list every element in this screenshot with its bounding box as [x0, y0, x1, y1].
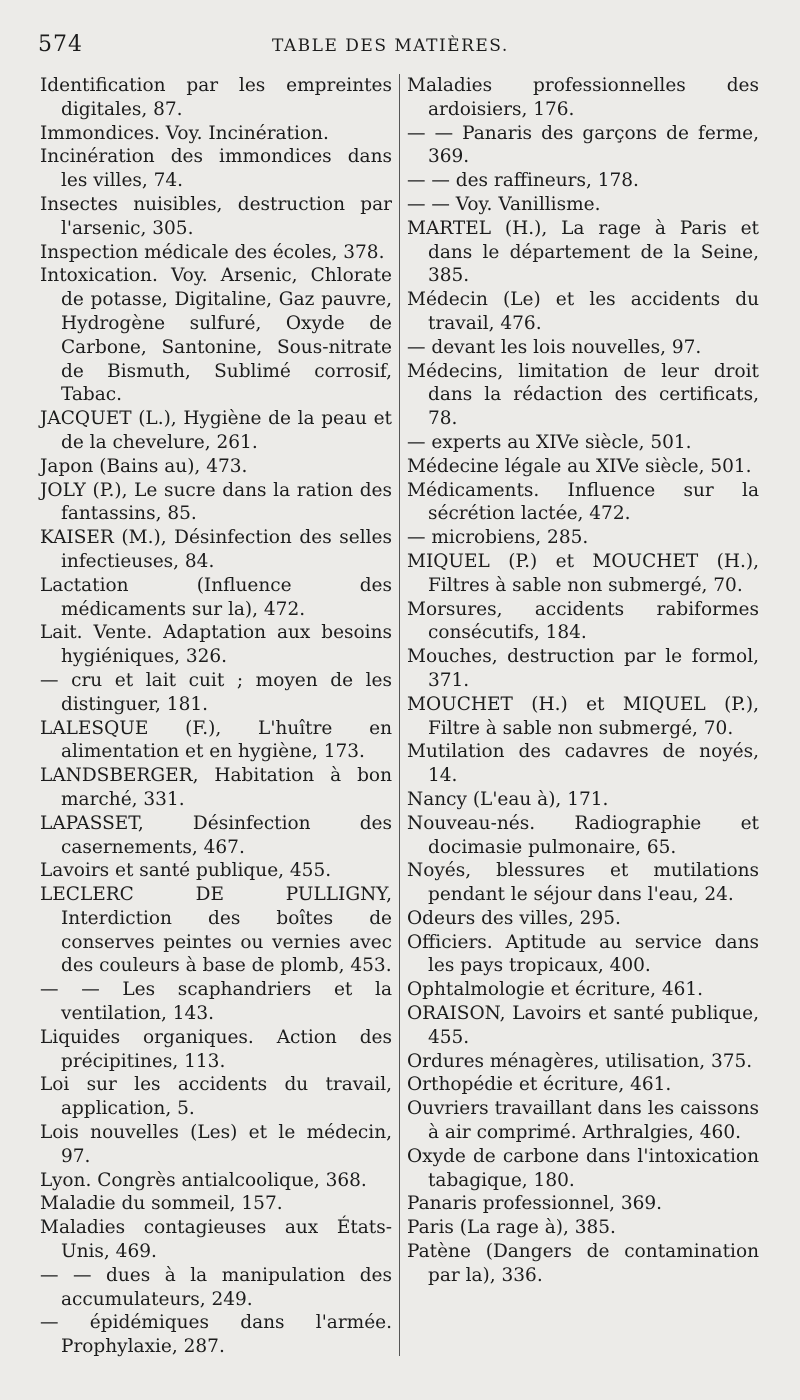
index-entry: Noyés, blessures et mutilations pendant le séjour dans l'eau, 24. [407, 860, 759, 906]
index-entry: ORAISON, Lavoirs et santé publique, 455. [407, 1003, 759, 1048]
index-entry: JACQUET (L.), Hygiène de la peau et de la chevelure, 261. [40, 408, 392, 453]
page-number: 574 [38, 32, 83, 57]
index-entry: LECLERC DE PULLIGNY, Interdiction des boîtes de conserves peintes ou vernies avec des couleurs à base de plomb, 453. [40, 884, 392, 977]
index-entry: Nouveau-nés. Radiographie et docimasie pulmonaire, 65. [407, 812, 759, 858]
running-title: TABLE DES MATIÈRES. [272, 36, 509, 56]
index-column-right [407, 74, 759, 1288]
index-entry: Intoxication. Voy. Arsenic, Chlorate de potasse, Digitaline, Gaz pauvre, Hydrogène sulfuré, Oxyde de Carbone, Santonine, Sous-nitrate de Bismuth, Sublimé corrosif, Tabac. [40, 265, 392, 406]
index-entry: LALESQUE (F.), L'huître en alimentation et en hygiène, 173. [40, 717, 392, 763]
index-entry: Inspection médicale des écoles, 378. [40, 241, 385, 263]
index-entry: Maladies contagieuses aux États-Unis, 469. [40, 1217, 392, 1263]
index-entry: — — dues à la manipulation des accumulateurs, 249. [40, 1264, 392, 1310]
index-entry: Mutilation des cadavres de noyés, 14. [407, 741, 759, 787]
index-entry: Oxyde de carbone dans l'intoxication tabagique, 180. [407, 1145, 759, 1191]
index-entry: LAPASSET, Désinfection des casernements, 467. [40, 812, 392, 858]
index-entry: KAISER (M.), Désinfection des selles infectieuses, 84. [40, 527, 392, 572]
index-entry: Maladie du sommeil, 157. [40, 1193, 283, 1215]
index-entry: — microbiens, 285. [407, 527, 589, 549]
index-entry: Paris (La rage à), 385. [407, 1217, 616, 1239]
index-entry: Patène (Dangers de contamination par la), 336. [407, 1241, 759, 1286]
index-entry: LANDSBERGER, Habitation à bon marché, 331. [40, 765, 392, 810]
index-entry: — épidémiques dans l'armée. Prophylaxie, 287. [40, 1312, 392, 1358]
index-entry: Mouches, destruction par le formol, 371. [407, 646, 759, 691]
index-entry: Identification par les empreintes digitales, 87. [40, 75, 392, 120]
index-entry: — experts au XIVe siècle, 501. [407, 431, 692, 453]
index-entry: Médecine légale au XIVe siècle, 501. [407, 455, 752, 477]
index-entry: MOUCHET (H.) et MIQUEL (P.), Filtre à sable non submergé, 70. [407, 693, 759, 739]
index-entry: Morsures, accidents rabiformes consécutifs, 184. [407, 598, 759, 644]
index-entry: — cru et lait cuit ; moyen de les distinguer, 181. [40, 669, 392, 715]
index-entry: Odeurs des villes, 295. [407, 907, 621, 929]
index-column-left [40, 74, 392, 1359]
index-entry: Orthopédie et écriture, 461. [407, 1074, 672, 1096]
index-entry: Insectes nuisibles, destruction par l'arsenic, 305. [40, 193, 392, 239]
index-entry: — — Panaris des garçons de ferme, 369. [407, 122, 759, 168]
index-entry: Officiers. Aptitude au service dans les pays tropicaux, 400. [407, 931, 759, 977]
index-entry: Maladies professionnelles des ardoisiers, 176. [407, 75, 759, 120]
index-entry: Médecin (Le) et les accidents du travail, 476. [407, 289, 759, 334]
index-entry: Lactation (Influence des médicaments sur la), 472. [40, 574, 392, 620]
index-entry: Lois nouvelles (Les) et le médecin, 97. [40, 1122, 392, 1167]
index-entry: Lavoirs et santé publique, 455. [40, 860, 332, 882]
index-entry: Immondices. Voy. Incinération. [40, 122, 329, 144]
page-header [0, 32, 800, 62]
index-entry: Liquides organiques. Action des précipitines, 113. [40, 1026, 392, 1072]
column-divider [399, 74, 400, 1356]
index-entry: Japon (Bains au), 473. [40, 455, 248, 477]
index-entry: Ordures ménagères, utilisation, 375. [407, 1050, 753, 1072]
index-entry: — — Les scaphandriers et la ventilation, 143. [40, 979, 392, 1025]
index-entry: Médicaments. Influence sur la sécrétion lactée, 472. [407, 479, 759, 525]
index-entry: MARTEL (H.), La rage à Paris et dans le département de la Seine, 385. [407, 217, 759, 287]
index-entry: JOLY (P.), Le sucre dans la ration des fantassins, 85. [40, 479, 392, 525]
index-entry: — devant les lois nouvelles, 97. [407, 336, 702, 358]
index-entry: Ophtalmologie et écriture, 461. [407, 979, 704, 1001]
index-entry: Nancy (L'eau à), 171. [407, 788, 609, 810]
index-entry: Panaris professionnel, 369. [407, 1193, 663, 1215]
index-entry: — — des raffineurs, 178. [407, 170, 639, 192]
index-entry: Incinération des immondices dans les villes, 74. [40, 146, 392, 192]
index-entry: Lyon. Congrès antialcoolique, 368. [40, 1169, 367, 1191]
index-entry: Lait. Vente. Adaptation aux besoins hygiéniques, 326. [40, 622, 392, 668]
index-entry: MIQUEL (P.) et MOUCHET (H.), Filtres à sable non submergé, 70. [407, 550, 759, 596]
index-entry: — — Voy. Vanillisme. [407, 193, 601, 215]
index-entry: Ouvriers travaillant dans les caissons à air comprimé. Arthralgies, 460. [407, 1098, 759, 1144]
index-entry: Loi sur les accidents du travail, application, 5. [40, 1074, 392, 1120]
index-entry: Médecins, limitation de leur droit dans la rédaction des certificats, 78. [407, 360, 759, 430]
